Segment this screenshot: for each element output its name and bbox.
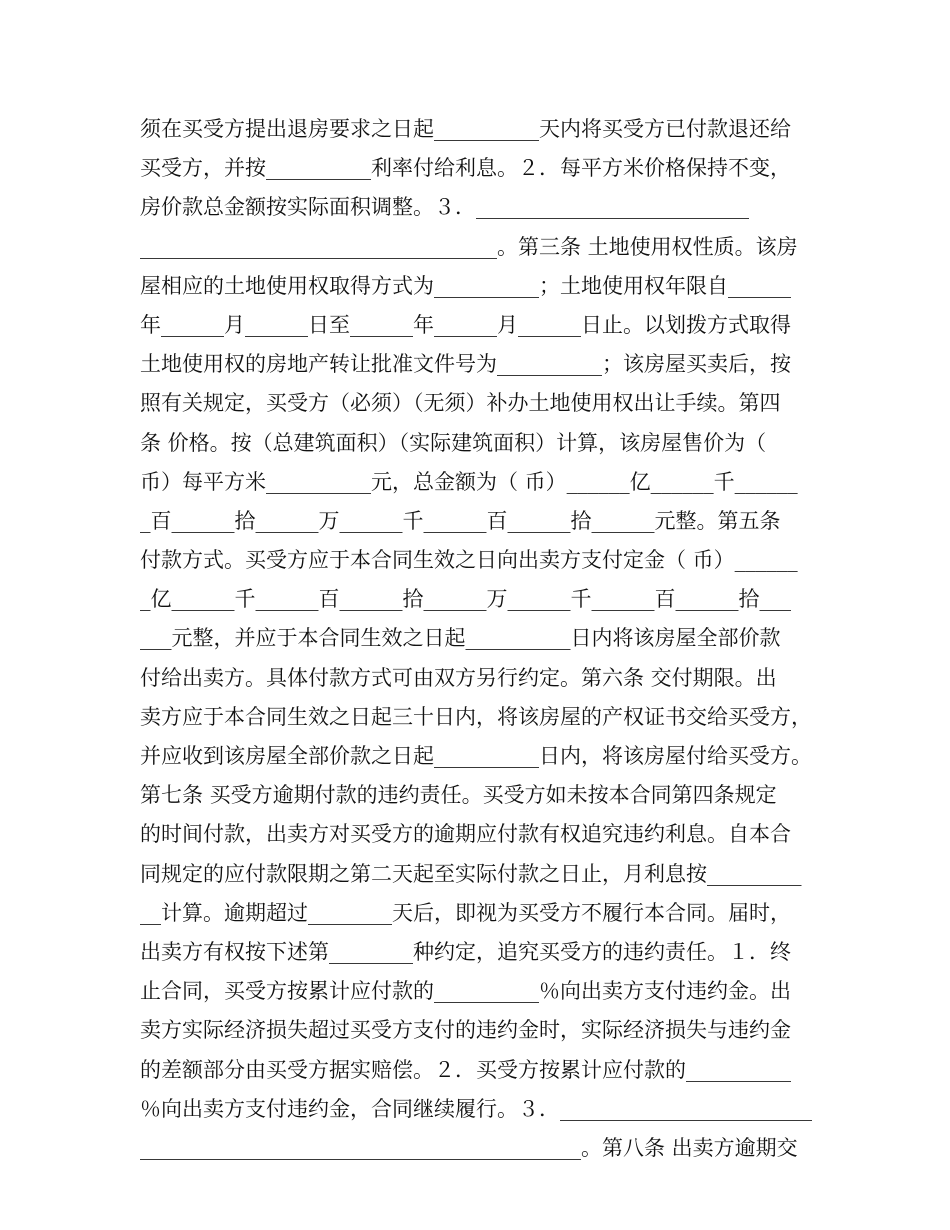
text-line: _亿______千______百______拾______万______千______百______拾___ [140, 587, 791, 612]
text-line: 币）每平方米__________元，总金额为（ 币）______亿______千______ [140, 469, 798, 494]
text-line: 须在买受方提出退房要求之日起__________天内将买受方已付款退还给 [140, 117, 791, 141]
text-line: 照有关规定，买受方（必须）（无须）补办土地使用权出让手续。第四 [140, 391, 781, 416]
text-line: 卖方实际经济损失超过买受方支付的违约金时，实际经济损失与违约金 [140, 1018, 791, 1043]
text-line: __________________________________________。第八条 出卖方逾期交 [140, 1135, 798, 1160]
text-line: _百______拾______万______千______百______拾______元整。第五条 [140, 508, 781, 533]
text-line: __计算。逾期超过________天后，即视为买受方不履行本合同。届时， [140, 900, 791, 925]
text-line: 条 价格。按（总建筑面积）（实际建筑面积）计算，该房屋售价为（ [140, 430, 767, 455]
text-line: 卖方应于本合同生效之日起三十日内，将该房屋的产权证书交给买受方， [140, 704, 812, 729]
text-line: ％向出卖方支付违约金，合同继续履行。３．________________________ [140, 1096, 812, 1121]
text-line: 的时间付款，出卖方对买受方的逾期应付款有权追究违约利息。自本合 [140, 822, 791, 847]
contract-body-text [140, 110, 815, 1168]
text-line: ___元整，并应于本合同生效之日起__________日内将该房屋全部价款 [140, 626, 781, 651]
text-line: 止合同，买受方按累计应付款的__________％向出卖方支付违约金。出 [140, 979, 791, 1004]
text-line: 付给出卖方。具体付款方式可由双方另行约定。第六条 交付期限。出 [140, 665, 777, 690]
text-line: 屋相应的土地使用权取得方式为__________；土地使用权年限自______ [140, 273, 791, 298]
text-line: 并应收到该房屋全部价款之日起__________日内，将该房屋付给买受方。 [140, 744, 812, 768]
text-line: 房价款总金额按实际面积调整。３．__________________________ [140, 195, 749, 220]
text-line: __________________________________。第三条 土地使用权性质。该房 [140, 234, 798, 259]
text-line: 年______月______日至______年______月______日止。以划拨方式取得 [140, 312, 791, 337]
text-line: 同规定的应付款限期之第二天起至实际付款之日止，月利息按_________ [140, 861, 802, 886]
text-line: 买受方，并按__________利率付给利息。２．每平方米价格保持不变， [140, 156, 791, 181]
text-line: 土地使用权的房地产转让批准文件号为__________；该房屋买卖后，按 [140, 352, 791, 377]
text-line: 付款方式。买受方应于本合同生效之日向出卖方支付定金（ 币）______ [140, 548, 798, 573]
text-line: 的差额部分由买受方据实赔偿。２．买受方按累计应付款的__________ [140, 1057, 791, 1082]
text-line: 第七条 买受方逾期付款的违约责任。买受方如未按本合同第四条规定 [140, 783, 777, 808]
text-line: 出卖方有权按下述第________种约定，追究买受方的违约责任。１．终 [140, 939, 791, 964]
